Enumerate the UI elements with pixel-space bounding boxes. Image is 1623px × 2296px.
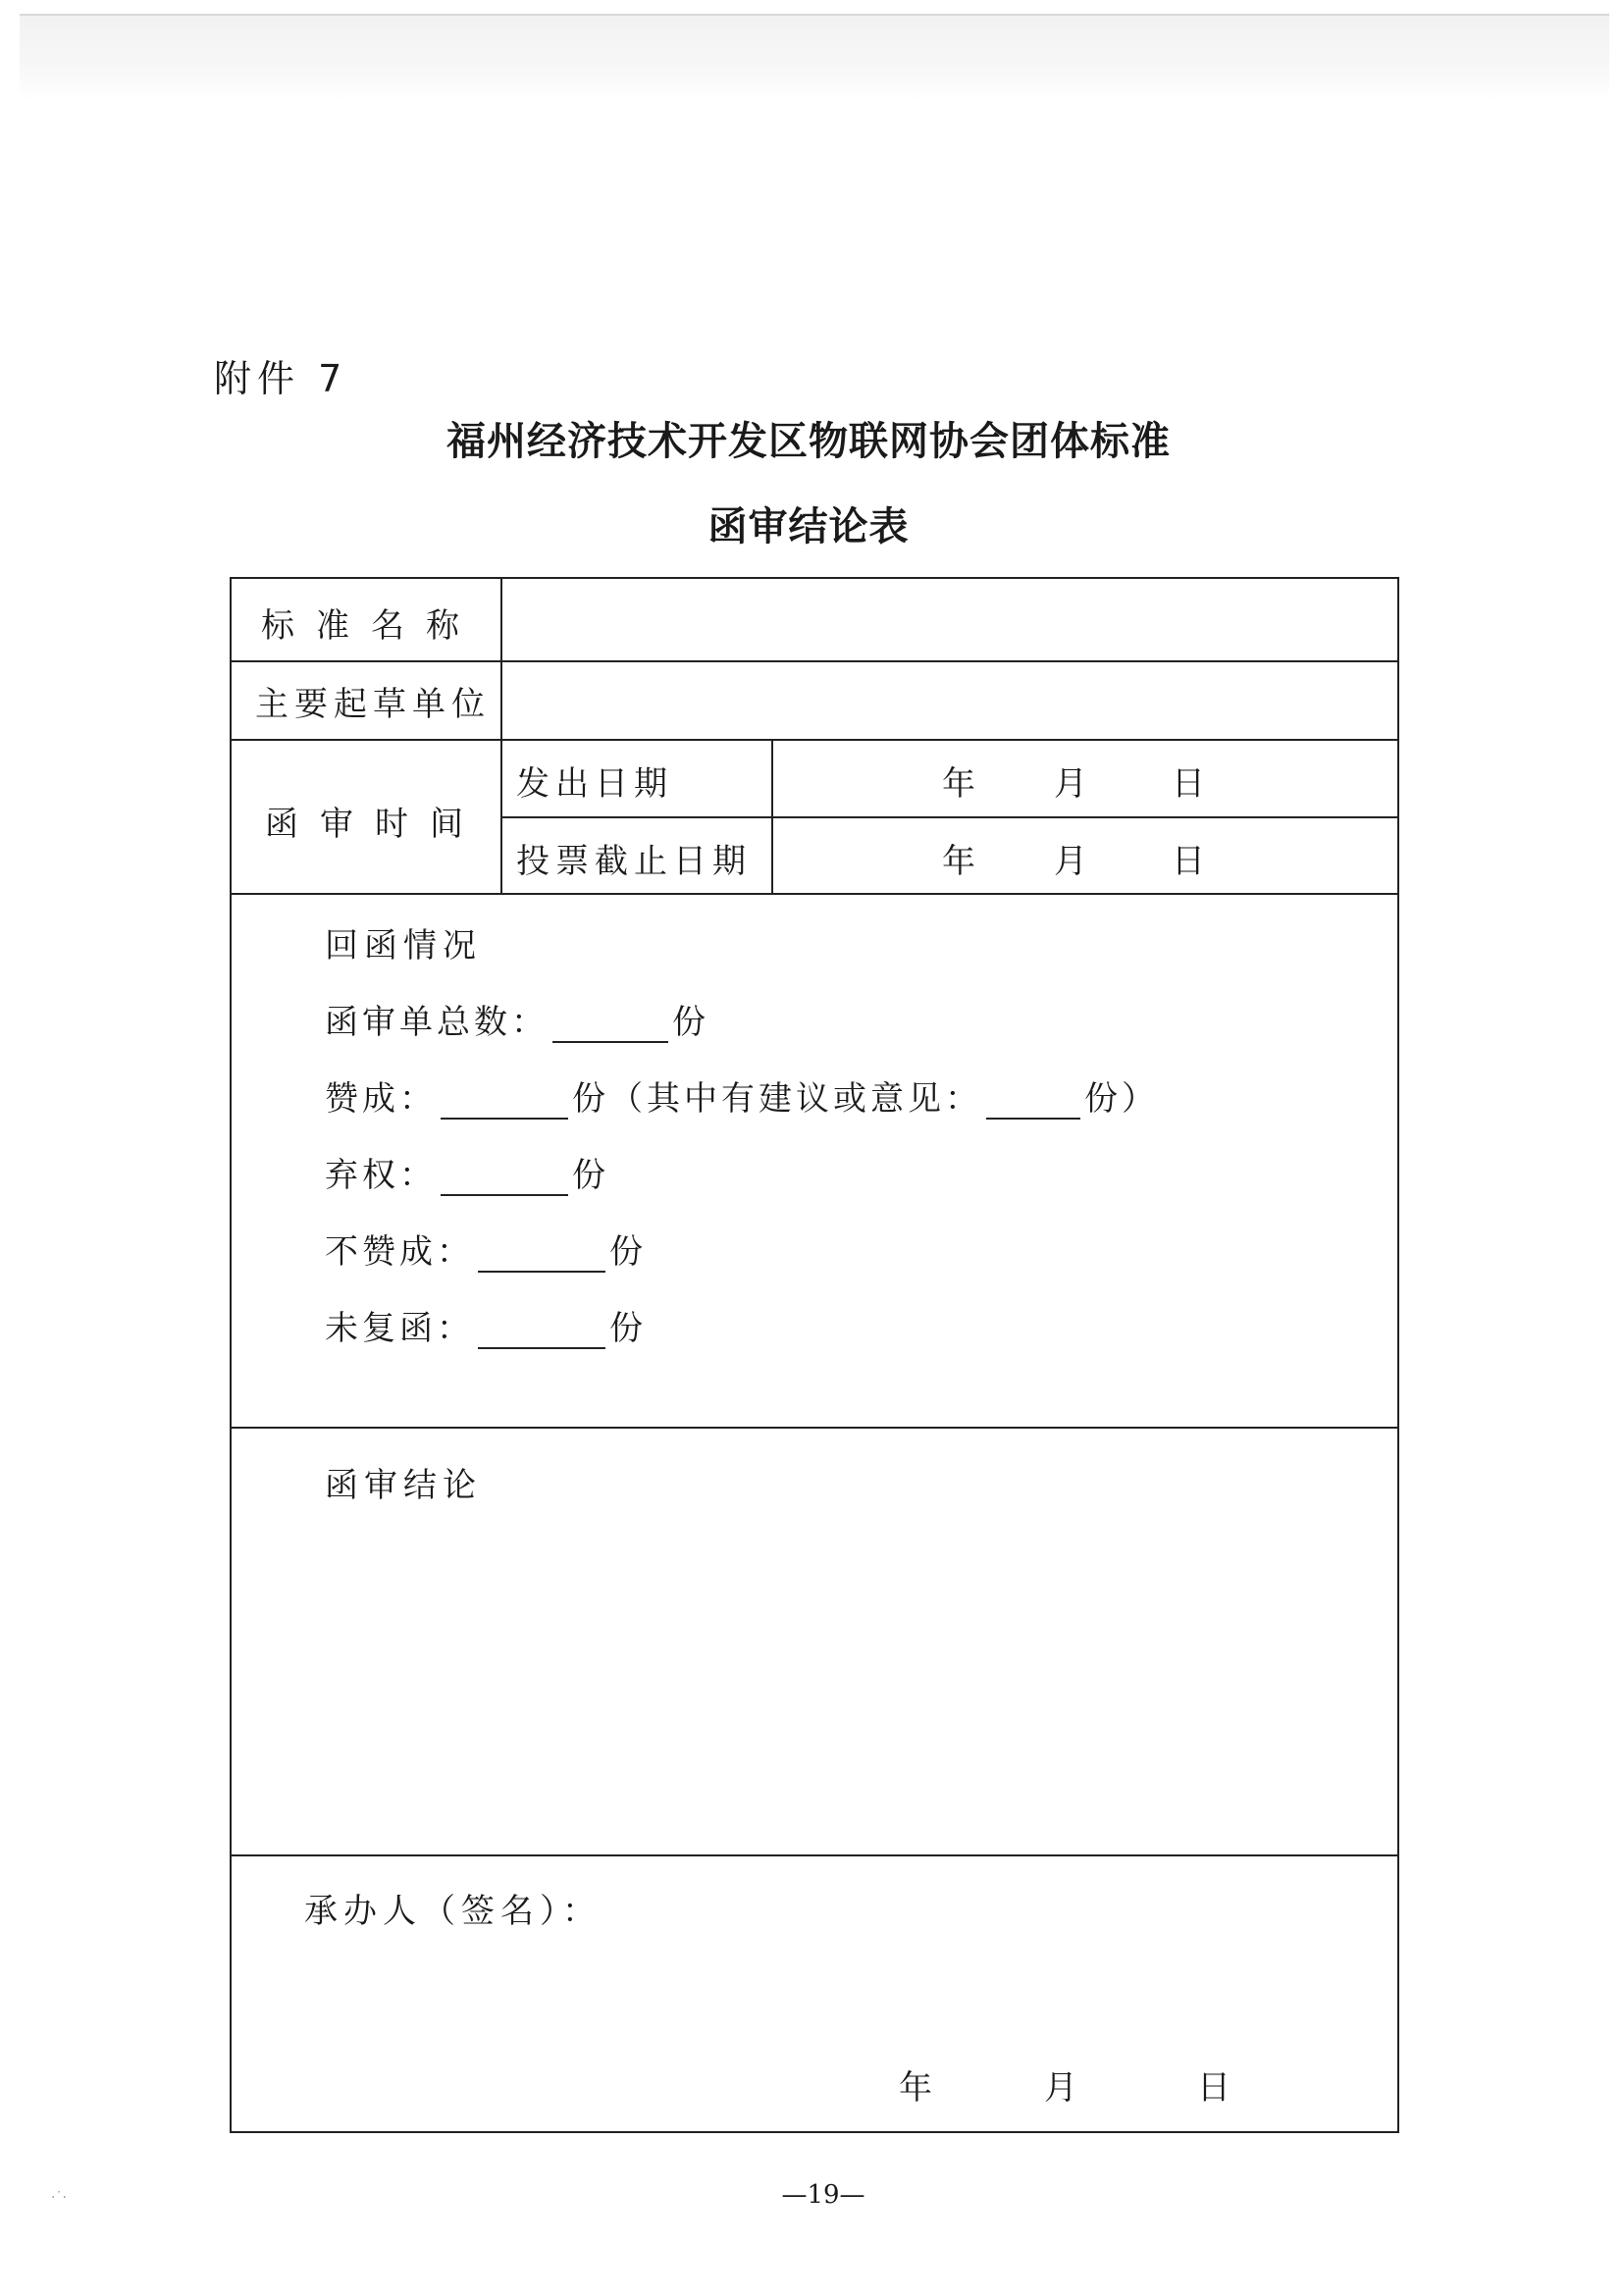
year-unit: 年 bbox=[899, 2068, 932, 2108]
month-unit: 月 bbox=[1044, 2068, 1077, 2108]
no-reply-blank[interactable] bbox=[478, 1318, 605, 1349]
disapprove-blank[interactable] bbox=[478, 1241, 605, 1273]
scan-speck: ·˙· bbox=[51, 2190, 67, 2206]
unit-label: 份 bbox=[609, 1309, 647, 1348]
reply-total-blank[interactable] bbox=[552, 1012, 668, 1043]
reply-total-line bbox=[325, 995, 709, 1043]
row-divider bbox=[232, 660, 1397, 662]
standard-name-label: 标准名称 bbox=[261, 606, 481, 646]
row-divider bbox=[232, 1427, 1397, 1429]
unit-label: 份 bbox=[609, 1232, 647, 1272]
annex-label: 附件 7 bbox=[214, 357, 348, 400]
year-unit: 年 bbox=[942, 764, 975, 804]
approve-label: 赞成： bbox=[325, 1079, 437, 1119]
document-title: 福州经济技术开发区物联网协会团体标准 bbox=[446, 419, 1171, 464]
reply-total-label: 函审单总数： bbox=[325, 1003, 549, 1042]
conclusion-label: 函审结论 bbox=[325, 1466, 482, 1505]
row-divider bbox=[232, 1854, 1397, 1856]
vote-deadline-field[interactable] bbox=[942, 834, 1236, 881]
day-unit: 日 bbox=[1172, 842, 1205, 881]
approve-blank[interactable] bbox=[441, 1088, 568, 1120]
row-divider bbox=[232, 739, 1397, 741]
vote-deadline-label: 投票截止日期 bbox=[516, 842, 752, 881]
page-number: —19— bbox=[781, 2180, 865, 2210]
no-reply-label: 未复函： bbox=[325, 1309, 474, 1348]
disapprove-label: 不赞成： bbox=[325, 1232, 474, 1272]
abstain-line bbox=[325, 1148, 609, 1196]
drafting-unit-field[interactable] bbox=[506, 665, 1389, 736]
disapprove-line bbox=[325, 1225, 647, 1273]
approve-comments-blank[interactable] bbox=[986, 1088, 1080, 1120]
scan-edge bbox=[20, 14, 1609, 100]
abstain-label: 弃权： bbox=[325, 1156, 437, 1195]
row-divider bbox=[500, 816, 1397, 818]
column-divider bbox=[500, 579, 502, 895]
standard-name-field[interactable] bbox=[506, 583, 1389, 655]
month-unit: 月 bbox=[1054, 842, 1087, 881]
handler-date-field[interactable] bbox=[899, 2061, 1252, 2108]
unit-label: 份 bbox=[572, 1156, 609, 1195]
review-time-label: 函审时间 bbox=[265, 805, 485, 844]
year-unit: 年 bbox=[942, 842, 975, 881]
abstain-blank[interactable] bbox=[441, 1165, 568, 1196]
reply-heading: 回函情况 bbox=[325, 926, 482, 965]
review-conclusion-table bbox=[230, 577, 1399, 2133]
approve-note-close: 份） bbox=[1084, 1079, 1159, 1119]
day-unit: 日 bbox=[1197, 2068, 1230, 2108]
unit-label: 份 bbox=[672, 1003, 709, 1042]
issue-date-label: 发出日期 bbox=[516, 764, 673, 804]
column-divider bbox=[771, 739, 773, 895]
approve-note-open: 份（其中有建议或意见： bbox=[572, 1079, 982, 1119]
document-subtitle: 函审结论表 bbox=[707, 504, 910, 549]
row-divider bbox=[232, 893, 1397, 895]
conclusion-field[interactable] bbox=[290, 1521, 1370, 1835]
no-reply-line bbox=[325, 1301, 647, 1349]
handler-signature-field[interactable] bbox=[624, 1874, 1370, 1933]
issue-date-field[interactable] bbox=[942, 757, 1236, 804]
handler-signature-label: 承办人（签名）： bbox=[304, 1892, 602, 1931]
month-unit: 月 bbox=[1054, 764, 1087, 804]
drafting-unit-label: 主要起草单位 bbox=[255, 685, 491, 724]
day-unit: 日 bbox=[1172, 764, 1205, 804]
approve-line bbox=[325, 1071, 1159, 1120]
